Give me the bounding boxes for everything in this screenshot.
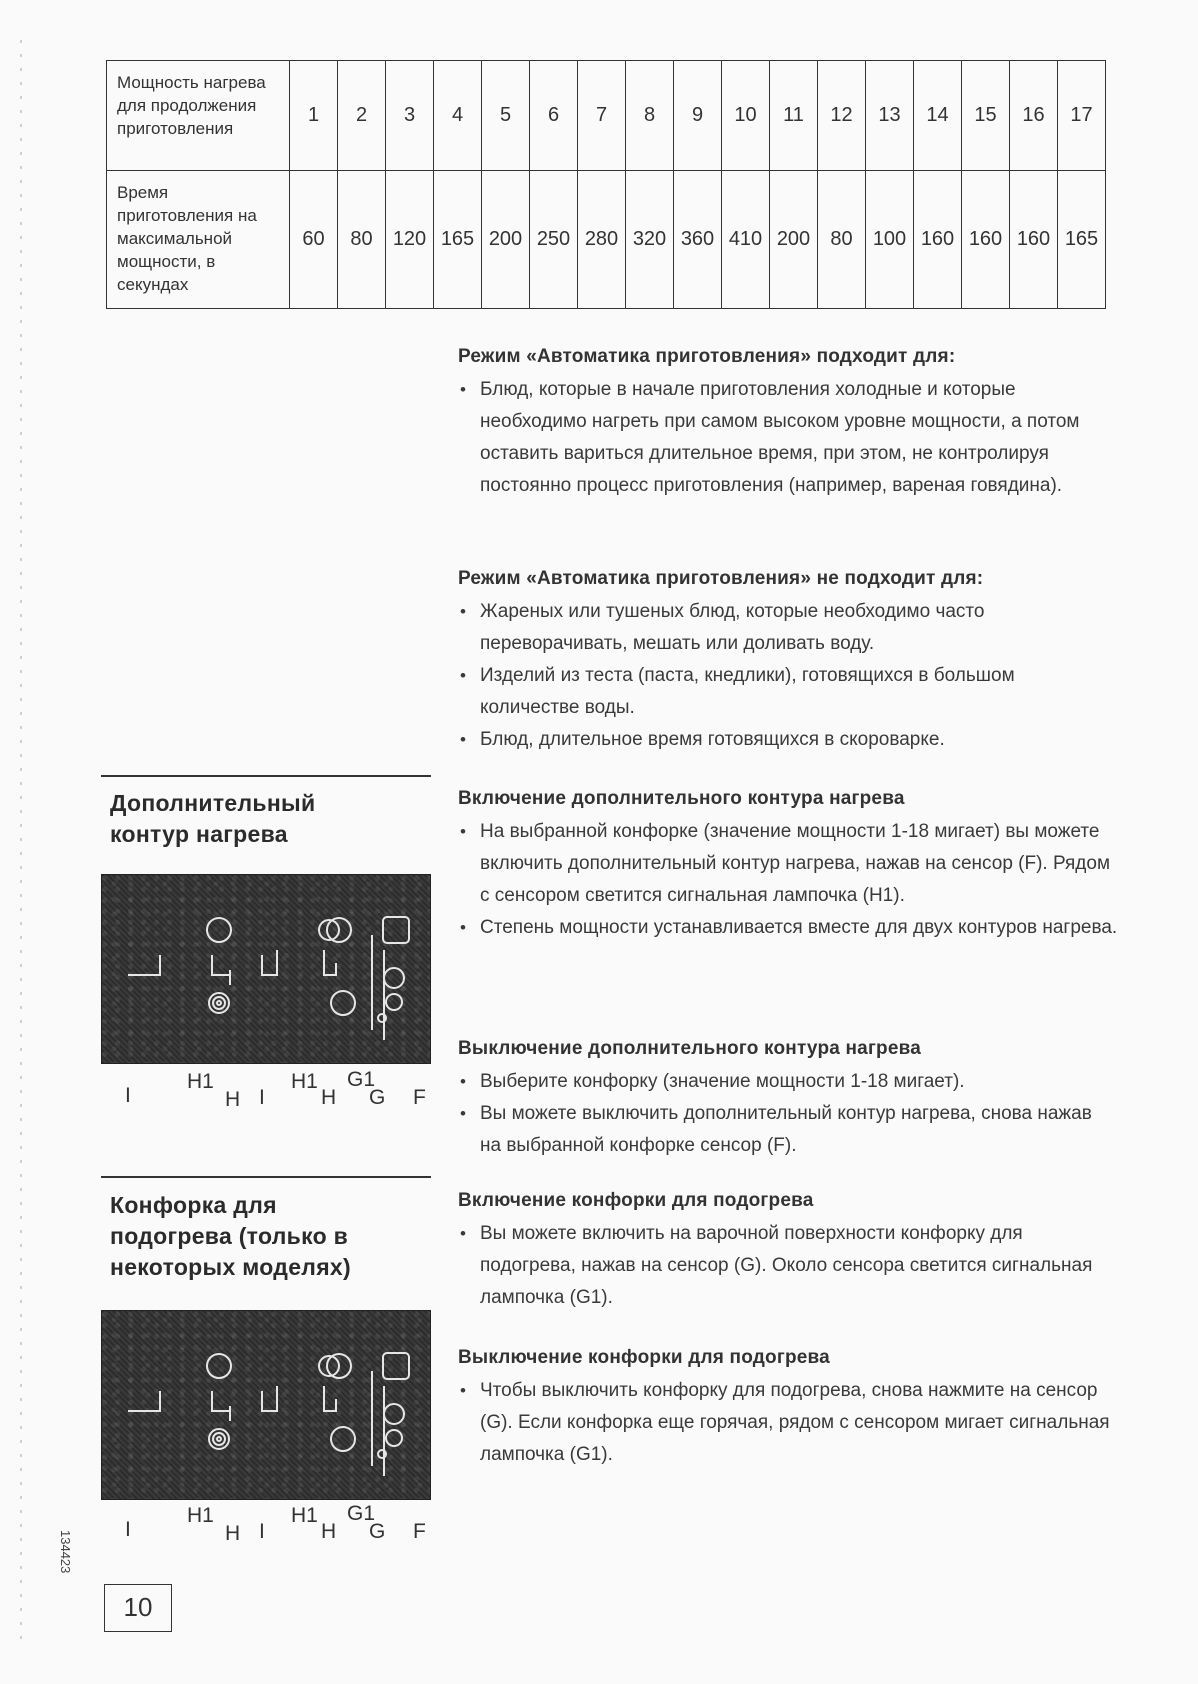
label-I: I xyxy=(125,1084,131,1107)
time-cell: 165 xyxy=(434,171,482,309)
table-row-times xyxy=(107,171,1106,309)
power-time-table xyxy=(106,60,1106,309)
label-H1: H1 xyxy=(187,1504,214,1527)
time-cell: 80 xyxy=(818,171,866,309)
warming-zone-off-list xyxy=(458,1375,1118,1471)
extra-circuit-title xyxy=(110,788,315,850)
warming-zone-off-section xyxy=(458,1345,1118,1471)
warming-zone-on-heading: Включение конфорки для подогрева xyxy=(458,1190,814,1211)
list-item: • Блюд, длительное время готовящихся в скороварке. xyxy=(458,724,1118,756)
label-G: G xyxy=(369,1086,386,1109)
extra-circuit-off-list xyxy=(458,1066,1118,1162)
level-cell: 2 xyxy=(338,61,386,171)
level-cell: 16 xyxy=(1010,61,1058,171)
level-cell: 10 xyxy=(722,61,770,171)
list-item: • Выберите конфорку (значение мощности 1-18 мигает). xyxy=(458,1066,1118,1098)
warming-zone-title-line1: Конфорка для xyxy=(110,1192,277,1218)
label-H: H xyxy=(225,1522,241,1545)
label-I: I xyxy=(259,1086,265,1109)
auto-not-suitable-list xyxy=(458,596,1118,756)
control-panel-diagram-1 xyxy=(101,874,431,1064)
panel-graphic xyxy=(102,1311,432,1501)
level-cell: 4 xyxy=(434,61,482,171)
list-item: • Жареных или тушеных блюд, которые необходимо часто переворачивать, мешать или доливать воду. xyxy=(458,596,1118,660)
level-cell: 12 xyxy=(818,61,866,171)
label-H: H xyxy=(321,1520,337,1543)
label-H1: H1 xyxy=(291,1070,318,1093)
panel-labels-1 xyxy=(101,1066,431,1116)
label-H: H xyxy=(225,1088,241,1111)
label-I: I xyxy=(125,1518,131,1541)
level-cell: 7 xyxy=(578,61,626,171)
time-cell: 165 xyxy=(1058,171,1106,309)
label-H1: H1 xyxy=(187,1070,214,1093)
auto-suitable-heading: Режим «Автоматика приготовления» подходит для: xyxy=(458,346,956,367)
warming-zone-on-list xyxy=(458,1218,1118,1314)
level-cell: 8 xyxy=(626,61,674,171)
list-item: • Степень мощности устанавливается вместе для двух контуров нагрева. xyxy=(458,912,1118,944)
level-cell: 6 xyxy=(530,61,578,171)
list-item: • Блюд, которые в начале приготовления холодные и которые необходимо нагреть при самом высоком уровне мощности, а потом оставить вариться длительное время, при этом, не контролируя постоянно процесс приготовления (например, вареная говядина). xyxy=(458,374,1118,502)
level-cell: 11 xyxy=(770,61,818,171)
warming-zone-off-heading: Выключение конфорки для подогрева xyxy=(458,1347,830,1368)
time-cell: 160 xyxy=(914,171,962,309)
label-G1: G1 xyxy=(347,1068,376,1091)
row-label-power: Мощность нагрева для продолжения приготовления xyxy=(107,61,290,171)
warming-zone-title-line3: некоторых моделях) xyxy=(110,1254,351,1280)
level-cell: 1 xyxy=(290,61,338,171)
margin-dots xyxy=(20,40,22,1640)
time-cell: 320 xyxy=(626,171,674,309)
control-panel-diagram-2 xyxy=(101,1310,431,1500)
panel-labels-2 xyxy=(101,1500,431,1550)
level-cell: 15 xyxy=(962,61,1010,171)
section-rule xyxy=(101,775,431,777)
list-item: • Изделий из теста (паста, кнедлики), готовящихся в большом количестве воды. xyxy=(458,660,1118,724)
auto-not-suitable-section xyxy=(458,566,1118,756)
page-number: 10 xyxy=(104,1584,172,1632)
extra-circuit-title-line2: контур нагрева xyxy=(110,821,288,847)
label-F: F xyxy=(413,1086,426,1109)
level-cell: 5 xyxy=(482,61,530,171)
level-cell: 9 xyxy=(674,61,722,171)
auto-suitable-list xyxy=(458,374,1118,502)
warming-zone-title xyxy=(110,1190,351,1283)
table-row-power-levels xyxy=(107,61,1106,171)
time-cell: 100 xyxy=(866,171,914,309)
time-cell: 200 xyxy=(770,171,818,309)
time-cell: 200 xyxy=(482,171,530,309)
list-item: • Чтобы выключить конфорку для подогрева, снова нажмите на сенсор (G). Если конфорка еще горячая, рядом с сенсором мигает сигнальная лампочка (G1). xyxy=(458,1375,1118,1471)
level-cell: 3 xyxy=(386,61,434,171)
time-cell: 160 xyxy=(1010,171,1058,309)
auto-not-suitable-heading: Режим «Автоматика приготовления» не подходит для: xyxy=(458,568,984,589)
extra-circuit-on-list xyxy=(458,816,1118,944)
extra-circuit-on-section xyxy=(458,786,1118,944)
list-item: • Вы можете включить на варочной поверхности конфорку для подогрева, нажав на сенсор (G). Около сенсора светится сигнальная лампочка (G1). xyxy=(458,1218,1118,1314)
time-cell: 280 xyxy=(578,171,626,309)
time-cell: 360 xyxy=(674,171,722,309)
list-item: • На выбранной конфорке (значение мощности 1-18 мигает) вы можете включить дополнительный контур нагрева, нажав на сенсор (F). Рядом с сенсором светится сигнальная лампочка (H1). xyxy=(458,816,1118,912)
time-cell: 80 xyxy=(338,171,386,309)
level-cell: 14 xyxy=(914,61,962,171)
extra-circuit-title-line1: Дополнительный xyxy=(110,790,316,816)
extra-circuit-off-heading: Выключение дополнительного контура нагрева xyxy=(458,1038,922,1059)
time-cell: 250 xyxy=(530,171,578,309)
time-cell: 410 xyxy=(722,171,770,309)
section-rule xyxy=(101,1176,431,1178)
label-G: G xyxy=(369,1520,386,1543)
extra-circuit-on-heading: Включение дополнительного контура нагрева xyxy=(458,788,905,809)
level-cell: 17 xyxy=(1058,61,1106,171)
list-item: • Вы можете выключить дополнительный контур нагрева, снова нажав на выбранной конфорке сенсор (F). xyxy=(458,1098,1118,1162)
label-I: I xyxy=(259,1520,265,1543)
label-H1: H1 xyxy=(291,1504,318,1527)
label-F: F xyxy=(413,1520,426,1543)
label-G1: G1 xyxy=(347,1502,376,1525)
figure-code: 134423 xyxy=(58,1530,73,1574)
time-cell: 60 xyxy=(290,171,338,309)
row-label-time: Время приготовления на максимальной мощности, в секундах xyxy=(107,171,290,309)
level-cell: 13 xyxy=(866,61,914,171)
auto-suitable-section xyxy=(458,344,1118,502)
warming-zone-on-section xyxy=(458,1188,1118,1314)
panel-graphic xyxy=(102,875,432,1065)
extra-circuit-off-section xyxy=(458,1036,1118,1162)
warming-zone-title-line2: подогрева (только в xyxy=(110,1223,349,1249)
time-cell: 120 xyxy=(386,171,434,309)
label-H: H xyxy=(321,1086,337,1109)
time-cell: 160 xyxy=(962,171,1010,309)
